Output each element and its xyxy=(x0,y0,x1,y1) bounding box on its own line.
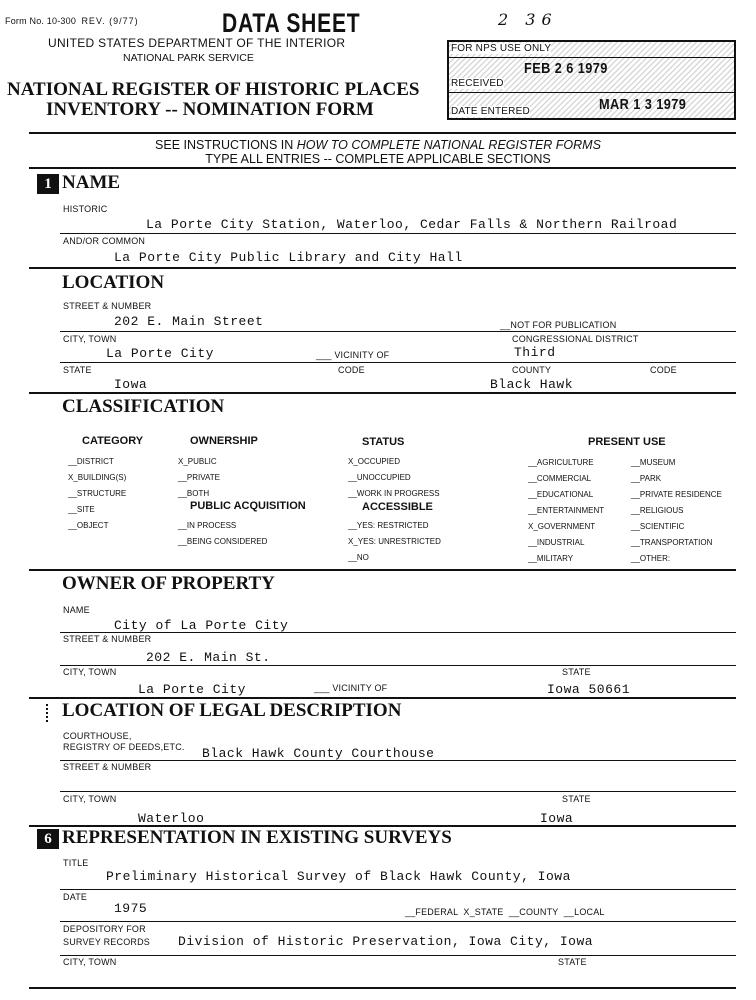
legal-city-label: CITY, TOWN xyxy=(63,794,117,804)
county-label: COUNTY xyxy=(512,365,552,375)
owner-street-label: STREET & NUMBER xyxy=(63,634,152,644)
form-title-line1: NATIONAL REGISTER OF HISTORIC PLACES xyxy=(7,79,420,100)
present-use-option[interactable]: __INDUSTRIAL xyxy=(528,538,585,547)
status-option[interactable]: __UNOCCUPIED xyxy=(348,473,411,482)
instructions-line1: SEE INSTRUCTIONS IN HOW TO COMPLETE NATIONAL REGISTER FORMS xyxy=(155,138,601,152)
owner-name-label: NAME xyxy=(63,605,90,615)
date-entered-stamp: MAR 1 3 1979 xyxy=(599,96,687,113)
present-use-option[interactable]: __PARK xyxy=(631,474,662,483)
survey-title-value: Preliminary Historical Survey of Black Hawk County, Iowa xyxy=(106,869,571,884)
accessible-list xyxy=(348,518,441,566)
depository-value: Division of Historic Preservation, Iowa City, Iowa xyxy=(178,934,594,949)
ownership-option[interactable]: __PRIVATE xyxy=(178,473,220,482)
street-value: 202 E. Main Street xyxy=(114,314,264,329)
congressional-district-value: Third xyxy=(514,345,556,360)
section-surveys-title: 6 REPRESENTATION IN EXISTING SURVEYS xyxy=(37,827,452,849)
ownership-list xyxy=(178,454,220,502)
present-use-option[interactable]: __ENTERTAINMENT xyxy=(528,506,605,515)
instructions-line2: TYPE ALL ENTRIES -- COMPLETE APPLICABLE SECTIONS xyxy=(205,152,551,166)
public-acquisition-heading: PUBLIC ACQUISITION xyxy=(190,500,306,512)
legal-city-value: Waterloo xyxy=(138,811,205,826)
present-use-option[interactable]: __EDUCATIONAL xyxy=(528,490,594,499)
survey-title-label: TITLE xyxy=(63,858,89,868)
category-option[interactable]: X_BUILDING(S) xyxy=(68,473,127,482)
city-label: CITY, TOWN xyxy=(63,334,117,344)
owner-street-value: 202 E. Main St. xyxy=(146,650,271,665)
congressional-district-label: CONGRESSIONAL DISTRICT xyxy=(512,334,639,344)
legal-state-label: STATE xyxy=(562,794,591,804)
legal-state-value: Iowa xyxy=(540,811,574,826)
present-use-heading: PRESENT USE xyxy=(588,436,666,448)
category-heading: CATEGORY xyxy=(82,435,144,447)
status-list xyxy=(348,454,440,502)
section-legal-title: LOCATION OF LEGAL DESCRIPTION xyxy=(62,700,402,721)
state-value: Iowa xyxy=(114,377,148,392)
status-option[interactable]: X_OCCUPIED xyxy=(348,457,401,466)
category-option[interactable]: __SITE xyxy=(68,505,95,514)
not-for-publication: __NOT FOR PUBLICATION xyxy=(500,320,617,330)
county-value: Black Hawk xyxy=(490,377,574,392)
present-use-option[interactable]: __MILITARY xyxy=(528,554,574,563)
acquisition-list xyxy=(178,518,267,550)
accessible-option[interactable]: X_YES: UNRESTRICTED xyxy=(348,537,441,546)
owner-city-label: CITY, TOWN xyxy=(63,667,117,677)
present-use-option[interactable]: __PRIVATE RESIDENCE xyxy=(631,490,722,499)
owner-state-value: Iowa 50661 xyxy=(547,682,631,697)
courthouse-label: COURTHOUSE, xyxy=(63,731,132,741)
date-entered-label: DATE ENTERED xyxy=(451,106,530,117)
survey-state-label: STATE xyxy=(558,957,587,967)
form-number: Form No. 10-300 REV. (9/77) xyxy=(5,16,139,26)
status-heading: STATUS xyxy=(362,436,405,448)
survey-levels: __FEDERAL X_STATE __COUNTY __LOCAL xyxy=(405,907,605,917)
owner-state-label: STATE xyxy=(562,667,591,677)
common-label: AND/OR COMMON xyxy=(63,236,146,246)
city-value: La Porte City xyxy=(106,346,214,361)
data-sheet-stamp: DATA SHEET xyxy=(222,8,361,38)
vicinity-of: ___ VICINITY OF xyxy=(316,350,390,360)
received-stamp: FEB 2 6 1979 xyxy=(524,60,608,77)
code-label: CODE xyxy=(338,365,365,375)
code-label-2: CODE xyxy=(650,365,677,375)
ownership-option[interactable]: X_PUBLIC xyxy=(178,457,217,466)
section-owner-title: OWNER OF PROPERTY xyxy=(62,573,275,594)
section-location-title: LOCATION xyxy=(62,272,165,293)
category-option[interactable]: __DISTRICT xyxy=(68,457,114,466)
category-option[interactable]: __STRUCTURE xyxy=(68,489,127,498)
courthouse-value: Black Hawk County Courthouse xyxy=(202,746,435,761)
category-list xyxy=(68,454,126,534)
received-label: RECEIVED xyxy=(451,78,504,89)
section-name-title: 1 NAME xyxy=(37,172,120,194)
present-use-option[interactable]: __COMMERCIAL xyxy=(528,474,592,483)
section-classification-title: CLASSIFICATION xyxy=(62,396,225,417)
present-use-option[interactable]: __SCIENTIFIC xyxy=(631,522,685,531)
service-name: NATIONAL PARK SERVICE xyxy=(123,52,254,64)
depository-label: DEPOSITORY FOR xyxy=(63,924,146,934)
owner-vicinity-of: ___ VICINITY OF xyxy=(314,683,388,693)
present-use-option[interactable]: __TRANSPORTATION xyxy=(631,538,713,547)
state-label: STATE xyxy=(63,365,92,375)
common-name-value: La Porte City Public Library and City Hall xyxy=(114,250,463,265)
ownership-option[interactable]: __BOTH xyxy=(178,489,210,498)
form-title-line2: INVENTORY -- NOMINATION FORM xyxy=(46,99,374,120)
handwritten-mark: 2 36 xyxy=(498,10,558,29)
status-option[interactable]: __WORK IN PROGRESS xyxy=(348,489,440,498)
present-use-list-2 xyxy=(631,455,722,567)
category-option[interactable]: __OBJECT xyxy=(68,521,109,530)
present-use-option[interactable]: X_GOVERNMENT xyxy=(528,522,596,531)
department-name: UNITED STATES DEPARTMENT OF THE INTERIOR xyxy=(48,36,346,50)
present-use-option[interactable]: __OTHER: xyxy=(631,554,671,563)
owner-name-value: City of La Porte City xyxy=(114,618,289,633)
nps-use-box xyxy=(447,40,736,120)
registry-label: REGISTRY OF DEEDS,ETC. xyxy=(63,742,185,752)
accessible-option[interactable]: __NO xyxy=(348,553,369,562)
historic-label: HISTORIC xyxy=(63,204,108,214)
present-use-option[interactable]: __RELIGIOUS xyxy=(631,506,684,515)
ownership-heading: OWNERSHIP xyxy=(190,435,258,447)
legal-street-label: STREET & NUMBER xyxy=(63,762,152,772)
historic-name-value: La Porte City Station, Waterloo, Cedar Falls & Northern Railroad xyxy=(146,217,678,232)
owner-city-value: La Porte City xyxy=(138,682,246,697)
survey-city-label: CITY, TOWN xyxy=(63,957,117,967)
section-number: 6 xyxy=(37,829,59,849)
survey-date-label: DATE xyxy=(63,892,88,902)
section-number: 1 xyxy=(37,174,59,194)
acquisition-option[interactable]: __IN PROCESS xyxy=(178,521,237,530)
present-use-list-1 xyxy=(528,455,604,567)
present-use-option[interactable]: __AGRICULTURE xyxy=(528,458,594,467)
survey-date-value: 1975 xyxy=(114,901,148,916)
accessible-option[interactable]: __YES: RESTRICTED xyxy=(348,521,429,530)
nps-use-label: FOR NPS USE ONLY xyxy=(451,43,552,54)
survey-records-label: SURVEY RECORDS xyxy=(63,937,150,947)
street-label: STREET & NUMBER xyxy=(63,301,152,311)
accessible-heading: ACCESSIBLE xyxy=(362,501,433,513)
present-use-option[interactable]: __MUSEUM xyxy=(631,458,676,467)
acquisition-option[interactable]: __BEING CONSIDERED xyxy=(178,537,268,546)
